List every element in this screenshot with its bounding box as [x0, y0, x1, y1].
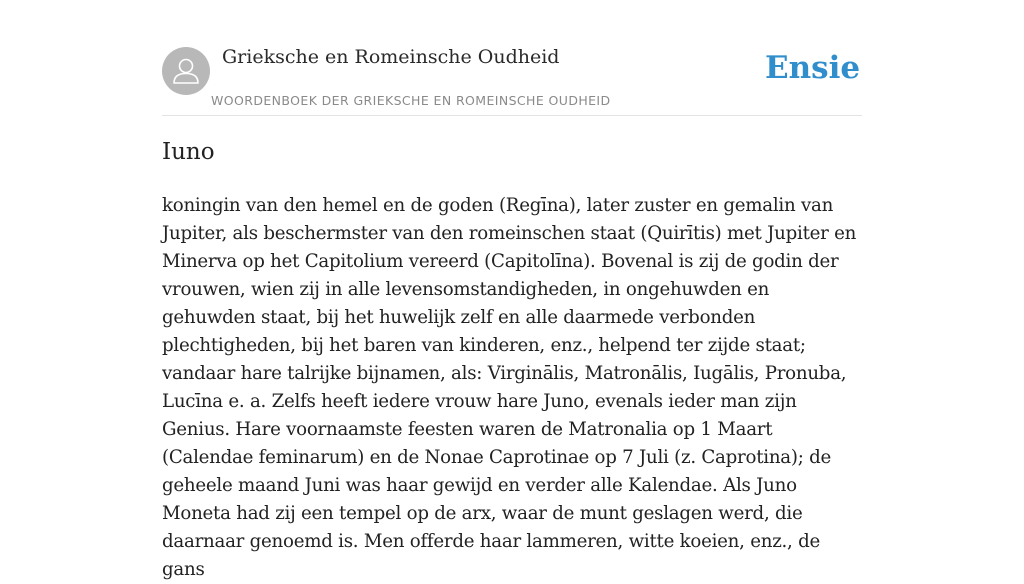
source-title[interactable]: Grieksche en Romeinsche Oudheid	[222, 46, 560, 68]
avatar[interactable]	[162, 47, 210, 95]
header-divider	[162, 115, 862, 116]
entry-title: Iuno	[162, 139, 215, 165]
user-icon	[162, 47, 210, 95]
entry-body: koningin van den hemel en de goden (Regīna), later zuster en gemalin van Jupiter, als beschermster van den romeinschen staat (Quirītis) met Jupiter en Minerva op het Capitolium vereerd (Capitolīna). Bovenal is zij de godin der vrouwen, wien zij in alle levensomstandigheden, in ongehuwden en gehuwden staat, bij het huwelijk zelf en alle daarmede verbonden plechtigheden, bij het baren van kinderen, enz., helpend ter zijde staat; vandaar hare talrijke bijnamen, als: Virginālis, Matronālis, Iugālis, Pronuba, Lucīna e. a. Zelfs heeft iedere vrouw hare Juno, evenals ieder man zijn Genius. Hare voornaamste feesten waren de Matronalia op 1 Maart (Calendae feminarum) en de Nonae Caprotinae op 7 Juli (z. Caprotina); de geheele maand Juni was haar gewijd en verder alle Kalendae. Als Juno Moneta had zij een tempel op de arx, waar de munt geslagen werd, die daarnaar genoemd is. Men offerde haar lammeren, witte koeien, enz., de gans	[162, 195, 857, 580]
source-subtitle[interactable]: WOORDENBOEK DER GRIEKSCHE EN ROMEINSCHE OUDHEID	[211, 93, 611, 108]
brand-logo[interactable]: Ensie	[765, 50, 861, 86]
